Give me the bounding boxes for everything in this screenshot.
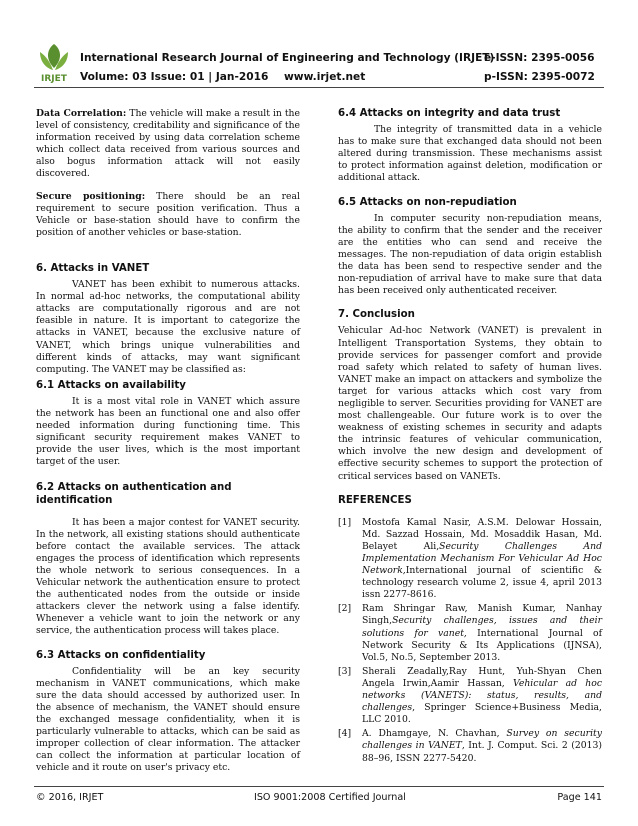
volume-issue: Volume: 03 Issue: 01 | Jan-2016 (80, 71, 269, 83)
section-6-2-heading: 6.2 Attacks on authentication and identification (36, 482, 232, 506)
reference-item: [4] A. Dhamgaye, N. Chavhan, Survey on security challenges in VANET, Int. J. Comput. Sci. 2 (2013) 88–96, ISSN 2277-5420. (338, 728, 602, 764)
section-6-text: VANET has been exhibit to numerous attacks. In normal ad-hoc networks, the computational ability attacks are computationally rigorous and are not feasible in nature. It is important to categorize the attacks in VANET, because the exclusive nature of VANET, which brings unique vulnerabilities and different kinds of attacks, may want significant computing. The VANET may be classified as: (36, 279, 300, 375)
eissn: e-ISSN: 2395-0056 (484, 52, 595, 64)
reference-item: [2] Ram Shringar Raw, Manish Kumar, Nanhay Singh,Security challenges, issues and their solutions for vanet, International Journal of Network Security & Its Applications (IJNSA), Vol.5, No.5, September 2013. (338, 603, 602, 663)
section-7-text: Vehicular Ad-hoc Network (VANET) is prevalent in Intelligent Transportation Systems, they obtain to provide services for passenger comfort and provide road safety which related to safety of human lives. VANET make an impact on attackers and symbolize the target for various attacks which cost vary from negligible to server. Securities providing for VANET are most challengeable. Our future work is to over the weakness of existing schemes in security and adapts the intrinsic features of vehicular communication, which involve the new design and development of effective security schemes to support the protection of critical services based on VANETs. (338, 325, 602, 482)
references-heading: REFERENCES (338, 494, 412, 506)
page-footer (36, 792, 602, 806)
right-column (338, 108, 602, 767)
irjet-logo-icon (34, 40, 74, 84)
page-header (0, 0, 638, 90)
section-6-3-heading: 6.3 Attacks on confidentiality (36, 649, 206, 661)
section-6-4-heading: 6.4 Attacks on integrity and data trust (338, 108, 561, 119)
section-6-1-heading: 6.1 Attacks on availability (36, 379, 186, 391)
section-6-2-text: It has been a major contest for VANET security. In the network, all existing stations should authenticate before contact the available services. The attack engages the process of identification which represents the whole network to serious consequences. In a Vehicular network the authentication ensure to protect the authenticated nodes from the outside or inside attackers clever the network using a false identify. Whenever a vehicle want to join the network or any service, the authentication process will takes place. (36, 516, 300, 637)
section-6-3-text: Confidentiality will be an key security mechanism in VANET communications, which make sure the data should accessed by authorized user. In the absence of mechanism, the VANET should ensure the exchanged message confidentiality, when it is particularly vulnerable to attacks, which can be said as improper collection of clear information. The attacker can collect the information at particular location of vehicle and it route on user's privacy etc. (36, 665, 300, 774)
journal-website: www.irjet.net (284, 71, 366, 83)
footer-copyright: © 2016, IRJET (36, 792, 104, 803)
header-rule (34, 87, 604, 88)
section-6-5-text: In computer security non-repudiation means, the ability to confirm that the sender and the receiver are the entities who can send and receive the messages. The non-repudiation of data origin establish the data has been send to respective sender and the non-repudiation of arrival have to make sure that data has been received only authenticated receiver. (338, 212, 602, 297)
secure-positioning-paragraph: Secure positioning: There should be an real requirement to secure position verification. Thus a Vehicle or base-station should have to confirm the position of another vehicles or base-station. (36, 190, 300, 238)
pissn: p-ISSN: 2395-0072 (484, 71, 595, 83)
logo-text: IRJET (41, 74, 67, 84)
section-7-heading: 7. Conclusion (338, 309, 415, 321)
reference-item: [3] Sherali Zeadally,Ray Hunt, Yuh-Shyan Chen Angela Irwin,Aamir Hassan, Vehicular ad hoc networks (VANETS): status, results, and challenges, Springer Science+Business Media, LLC 2010. (338, 665, 603, 726)
footer-iso: ISO 9001:2008 Certified Journal (254, 792, 406, 803)
reference-item: [1] Mostofa Kamal Nasir, A.S.M. Delowar Hossain, Md. Sazzad Hossain, Md. Mosaddik Hasan, Md. Belayet Ali,Security Challenges And Implementation Mechanism For Vehicular Ad Hoc Network,International journal of scientific & technology research volume 2, issue 4, april 2013 issn 2277-8616. (338, 516, 602, 601)
references-list (338, 517, 602, 765)
section-6-1-text: It is a most vital role in VANET which assure the network has been an functional one and also offer needed information during functioning time. This significant security requirement makes VANET to provide the user lives, which is the most important target of the user. (36, 395, 300, 468)
footer-page-number: Page 141 (557, 792, 602, 803)
journal-title: International Research Journal of Engineering and Technology (IRJET) (80, 52, 495, 64)
left-column (36, 108, 300, 785)
section-6-4-text: The integrity of transmitted data in a vehicle has to make sure that exchanged data should not been altered during transmission. These mechanisms assist to protect information against deletion, modification or additional attack. (338, 124, 602, 184)
footer-rule (34, 786, 604, 787)
section-6-heading: 6. Attacks in VANET (36, 262, 150, 274)
section-6-5-heading: 6.5 Attacks on non-repudiation (338, 196, 517, 208)
data-correlation-paragraph: Data Correlation: The vehicle will make a result in the level of consistency, creditability and significance of the information received by using data correlation scheme which collect data received from various sources and also bogus information attack will not easily discovered. (36, 108, 300, 180)
